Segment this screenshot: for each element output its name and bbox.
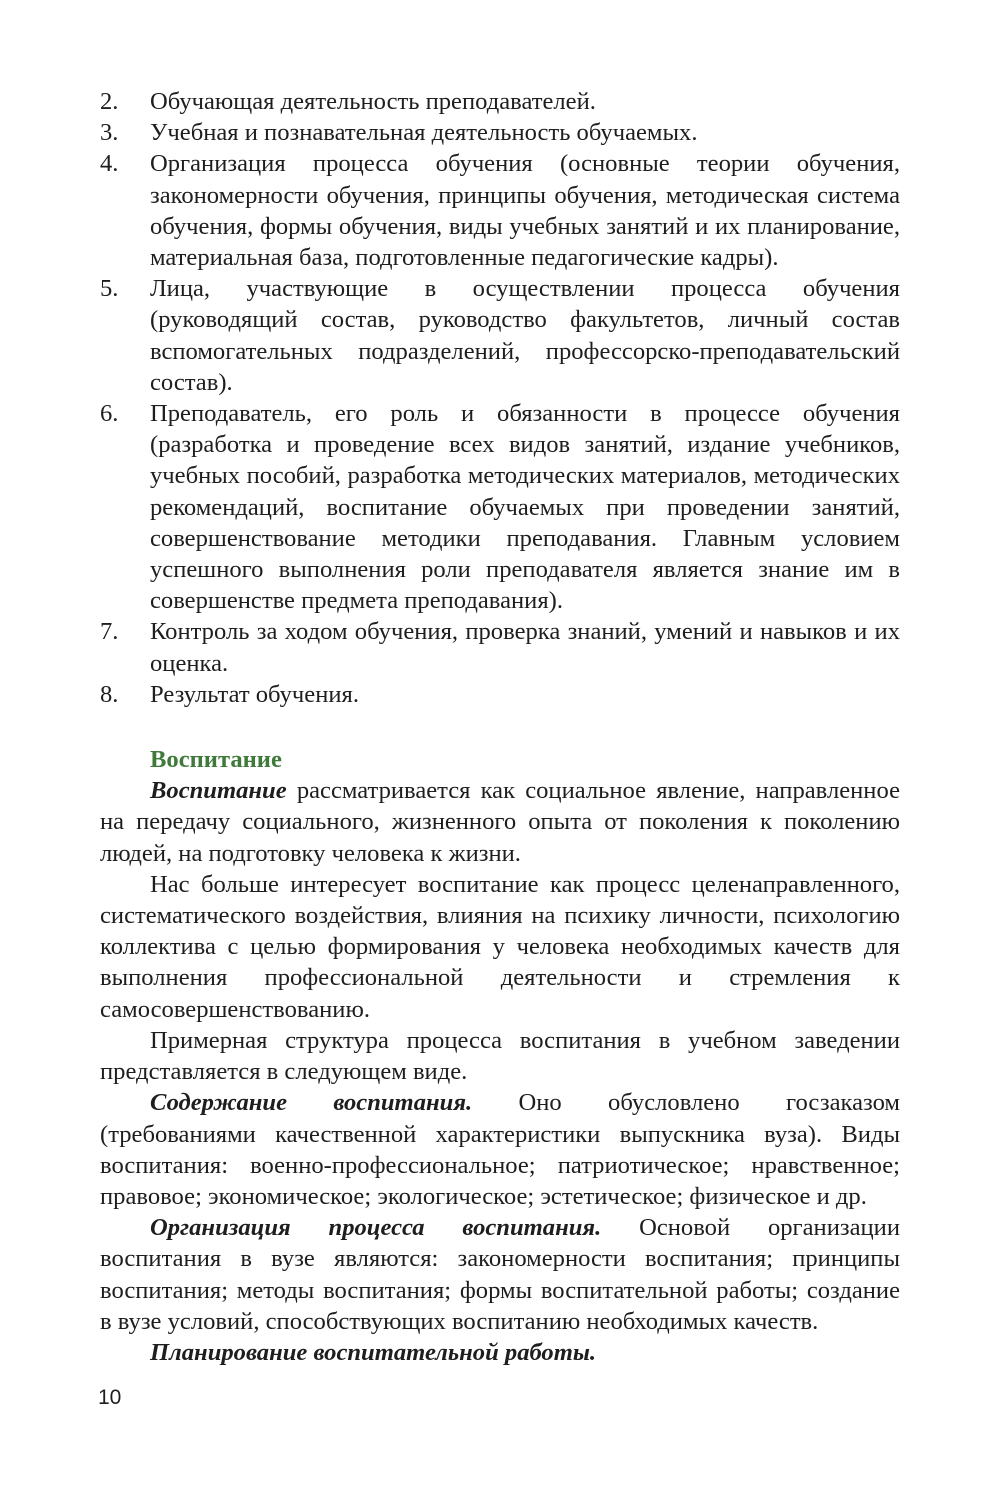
paragraph xyxy=(100,775,900,869)
list-item-text: Контроль за ходом обучения, проверка знаний, умений и навыков и их оценка. xyxy=(150,618,900,677)
paragraph-term: Содержание воспитания. xyxy=(150,1089,473,1117)
list-item-text: Обучающая деятельность преподавателей. xyxy=(150,88,596,115)
list-item-text: Результат обучения. xyxy=(150,680,359,708)
list-item-text: Лица, участвующие в осуществлении процесса обучения (руководящий состав, руководство факультетов, личный состав вспомогательных подразделений, профессорско-преподавательский состав). xyxy=(150,275,900,396)
list-item xyxy=(100,117,900,148)
paragraph xyxy=(100,1337,900,1368)
section-heading: Воспитание xyxy=(150,746,282,774)
list-item xyxy=(100,148,900,273)
list-item-text: Организация процесса обучения (основные теории обучения, закономерности обучения, принципы обучения, методическая система обучения, формы обучения, виды учебных занятий и их планирование, материальная база, подготовленные педагогические кадры). xyxy=(150,150,900,272)
numbered-list xyxy=(100,86,900,710)
list-item xyxy=(100,398,900,616)
paragraph-term: Воспитание xyxy=(150,777,287,805)
list-item xyxy=(100,273,900,398)
list-item xyxy=(100,86,900,117)
list-item-number: 6. xyxy=(100,400,119,428)
paragraph-text: Примерная структура процесса воспитания в учебном заведении представляется в следующем виде. xyxy=(100,1026,900,1086)
page-body xyxy=(100,86,900,1368)
list-item xyxy=(100,679,900,710)
list-item-number: 2. xyxy=(100,88,119,115)
list-item-text: Преподаватель, его роль и обязанности в процессе обучения (разработка и проведение всех видов занятий, издание учебников, учебных пособий, разработка методических материалов, методических рекомендаций, воспитание обучаемых при проведении занятий, совершенствование методики преподавания. Главным условием успешного выполнения роли преподавателя является знание им в совершенстве предмета преподавания). xyxy=(150,400,900,615)
paragraph xyxy=(100,1212,900,1337)
list-item-number: 4. xyxy=(100,150,119,178)
paragraph xyxy=(100,1025,900,1087)
paragraph-term: Планирование воспитательной работы. xyxy=(150,1338,597,1366)
list-item-text: Учебная и познавательная деятельность обучаемых. xyxy=(150,119,698,147)
paragraph xyxy=(100,869,900,1025)
page-number: 10 xyxy=(98,1386,122,1409)
list-item-number: 8. xyxy=(100,680,119,708)
paragraph xyxy=(100,1087,900,1212)
paragraph-text: Основой организации воспитания в вузе являются: закономерности воспитания; принципы воспитания; методы воспитания; формы воспитательной работы; создание в вузе условий, способствующих воспитанию необходимых качеств. xyxy=(100,1214,900,1335)
list-item-number: 5. xyxy=(100,275,119,303)
list-item-number: 3. xyxy=(100,119,119,147)
paragraph-text: Оно обусловлено госзаказом (требованиями качественной характеристики выпускника вуза). Виды воспитания: военно-профессиональное; патриотическое; нравственное; правовое; экономическое; экологическое; эстетическое; физическое и др. xyxy=(100,1089,900,1210)
paragraph-text: Нас больше интересует воспитание как процесс целенаправленного, систематического воздействия, влияния на психику личности, психологию коллектива с целью формирования у человека необходимых качеств для выполнения профессиональной деятельности и стремления к самосовершенствованию. xyxy=(100,870,900,1023)
paragraph-term: Организация процесса воспитания. xyxy=(150,1214,602,1242)
paragraph-text: рассматривается как социальное явление, направленное на передачу социального, жизненного опыта от поколения к поколению людей, на подготовку человека к жизни. xyxy=(100,777,900,867)
list-item xyxy=(100,616,900,678)
list-item-number: 7. xyxy=(100,618,119,646)
